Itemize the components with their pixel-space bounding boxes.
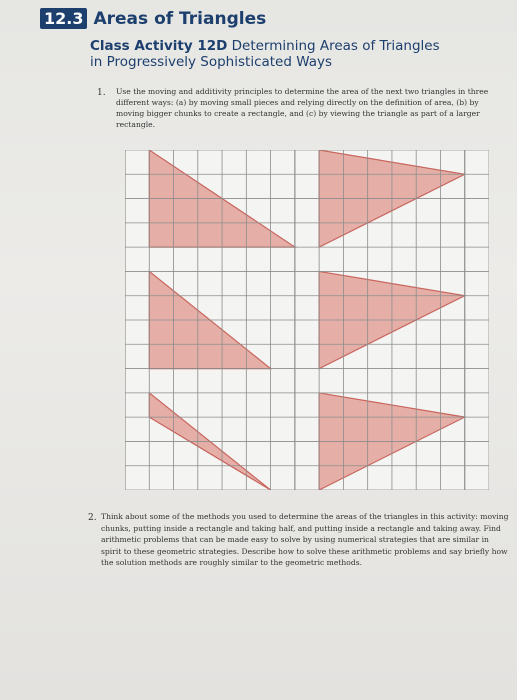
- section-header: [40, 8, 266, 29]
- triangle-grid-figure: [125, 150, 489, 490]
- question-2-number: 2.: [88, 513, 97, 523]
- section-title: Areas of Triangles: [93, 8, 267, 29]
- question-1-text: Use the moving and additivity principles to determine the area of the next two triangles in three different ways: (a) by moving small pieces and relying directly on the definition of area, (b) by moving bigger chunks to create a rectangle, and (c) by viewing the triangle as part of a larger rectangle.: [116, 87, 489, 129]
- activity-label: Class Activity 12D: [90, 38, 228, 54]
- question-1-number: 1.: [97, 88, 106, 98]
- grid-svg: [125, 150, 489, 490]
- section-number-badge: 12.3: [40, 8, 87, 29]
- question-2-text: Think about some of the methods you used to determine the areas of the triangles in this activity: moving chunks, putting inside a rectangle and taking half, and putting inside a rectangle and taking away. Find arithmetic problems that can be made easy to solve by using numerical strategies that are similar in spirit to these geometric strategies. Describe how to solve these arithmetic problems and say briefly how the solution methods are roughly similar to the geometric methods.: [101, 512, 509, 567]
- activity-heading: [90, 38, 450, 70]
- activity-title: Determining Areas of Triangles in Progressively Sophisticated Ways: [90, 38, 440, 70]
